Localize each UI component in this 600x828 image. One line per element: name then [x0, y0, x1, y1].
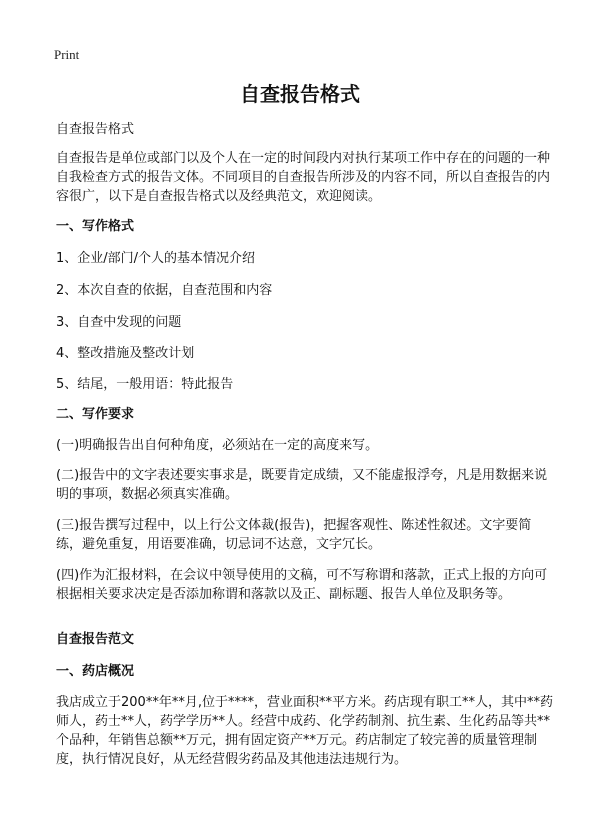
- intro-paragraph: 自查报告是单位或部门以及个人在一定的时间段内对执行某项工作中存在的问题的一种自我检查方式的报告文体。不同项目的自查报告所涉及的内容不同，所以自查报告的内容很广，以下是自查报告格式以及经典范文，欢迎阅读。: [56, 151, 551, 204]
- format-item-4: 4、整改措施及整改计划: [56, 346, 195, 361]
- format-item-3: 3、自查中发现的问题: [56, 315, 182, 330]
- example-heading: 自查报告范文: [56, 632, 135, 647]
- section-heading-requirements: 二、写作要求: [56, 407, 135, 422]
- example-section-heading: 一、药店概况: [56, 664, 135, 679]
- page-title: 自查报告格式: [240, 82, 360, 106]
- requirement-item-1: (一)明确报告出自何种角度，必须站在一定的高度来写。: [56, 438, 379, 453]
- format-item-1: 1、企业/部门/个人的基本情况介绍: [56, 251, 256, 266]
- format-item-5: 5、结尾，一般用语：特此报告: [56, 377, 234, 392]
- format-item-2: 2、本次自查的依据，自查范围和内容: [56, 283, 273, 298]
- requirement-item-2: (二)报告中的文字表述要实事求是，既要肯定成绩，又不能虚报浮夸，凡是用数据来说明的事项，数据必须真实准确。: [56, 468, 548, 502]
- example-section-text: 我店成立于200**年**月,位于****，营业面积**平方米。药店现有职工**人，其中**药师人，药士**人，药学学历**人。经营中成药、化学药制剂、抗生素、生化药品等共**个品种，年销售总额**万元，拥有固定资产**万元。药店制定了较完善的质量管理制度，执行情况良好，从无经营假劣药品及其他违法违规行为。: [56, 695, 553, 767]
- section-heading-format: 一、写作格式: [56, 219, 135, 234]
- requirement-item-4: (四)作为汇报材料，在会议中领导使用的文稿，可不写称谓和落款，正式上报的方向可根据相关要求决定是否添加称谓和落款以及正、副标题、报告人单位及职务等。: [56, 568, 548, 602]
- requirement-item-3: (三)报告撰写过程中，以上行公文体裁(报告)，把握客观性、陈述性叙述。文字要简练，避免重复，用语要准确，切忌词不达意，文字冗长。: [56, 518, 532, 552]
- document-subtitle: 自查报告格式: [56, 122, 135, 137]
- print-link[interactable]: Print: [54, 47, 80, 62]
